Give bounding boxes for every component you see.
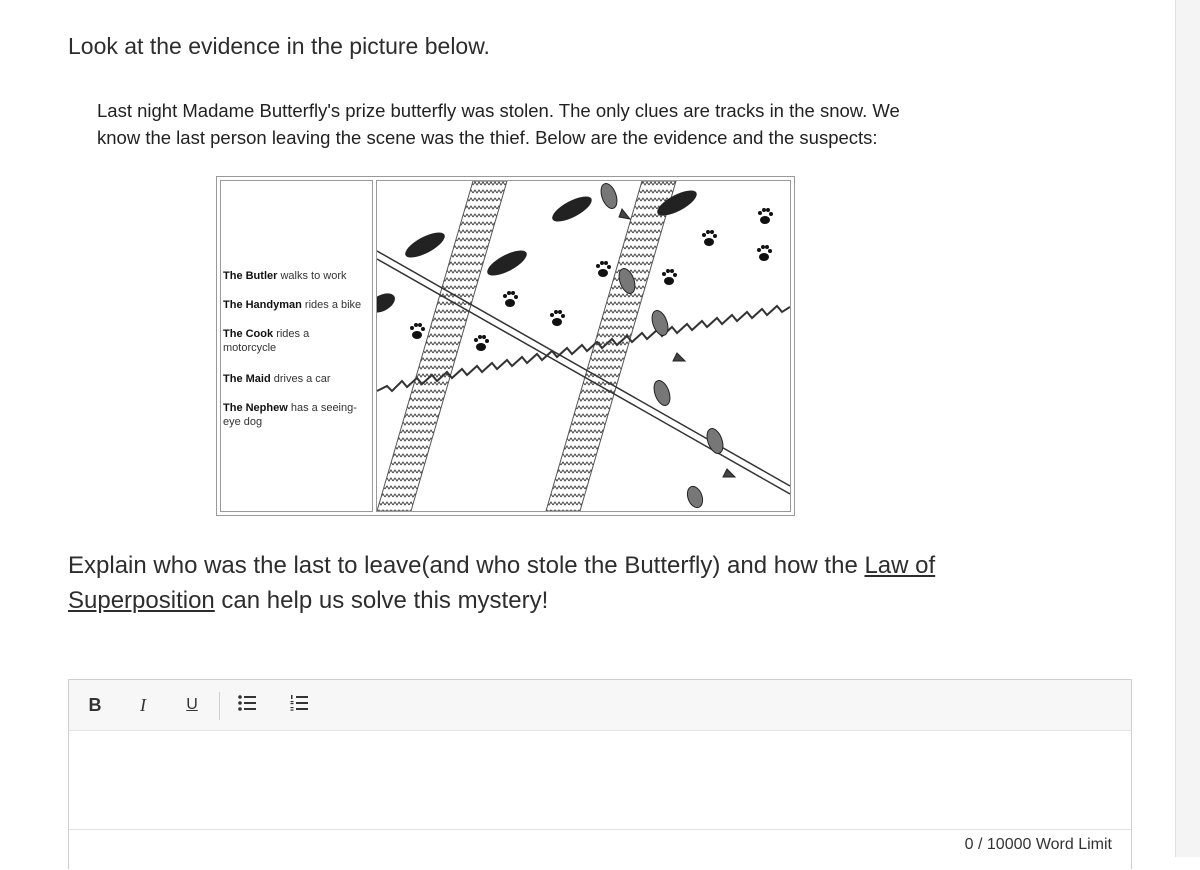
editor-toolbar — [69, 680, 1131, 731]
suspect-maid: The Maid drives a car — [223, 373, 331, 385]
answer-text-area[interactable] — [69, 731, 1131, 829]
suspect-nephew: The Nephew has a seeing-eye dog — [223, 402, 357, 428]
prompt-text: Look at the evidence in the picture below. — [68, 33, 490, 59]
word-count: 0 / 10000 Word Limit — [964, 836, 1112, 853]
question-text: Explain who was the last to leave(and who stole the Butterfly) and how the Law of Superposition can help us solve this mystery! — [68, 552, 936, 614]
suspect-handyman: The Handyman rides a bike — [223, 299, 362, 311]
suspect-cook: The Cook rides a motorcycle — [223, 328, 310, 354]
story-line-1: Last night Madame Butterfly's prize butterfly was stolen. The only clues are tracks in the snow. We — [97, 100, 900, 121]
toolbar-divider — [219, 692, 220, 720]
story-text — [97, 97, 977, 151]
suspects-panel — [220, 180, 373, 512]
editor-footer — [69, 829, 1131, 870]
underline-button[interactable]: U — [186, 696, 198, 713]
story-line-2: know the last person leaving the scene was the thief. Below are the evidence and the suspects: — [97, 127, 878, 148]
tracks-in-snow-picture — [376, 180, 791, 512]
law-of-superposition-link[interactable]: Law of Superposition — [68, 552, 936, 614]
answer-editor — [68, 679, 1132, 869]
italic-button[interactable]: I — [140, 695, 146, 715]
tracks-drawing — [377, 181, 790, 511]
page-scroll-gutter — [1175, 0, 1200, 857]
numbered-list-button[interactable] — [287, 692, 311, 718]
numbered-list-icon — [288, 692, 310, 714]
evidence-figure — [216, 176, 795, 516]
suspect-butler: The Butler walks to work — [223, 270, 347, 282]
car-tracks — [377, 181, 676, 511]
bullet-list-icon — [236, 692, 258, 714]
bullet-list-button[interactable] — [235, 692, 259, 718]
bold-button[interactable]: B — [88, 695, 102, 715]
